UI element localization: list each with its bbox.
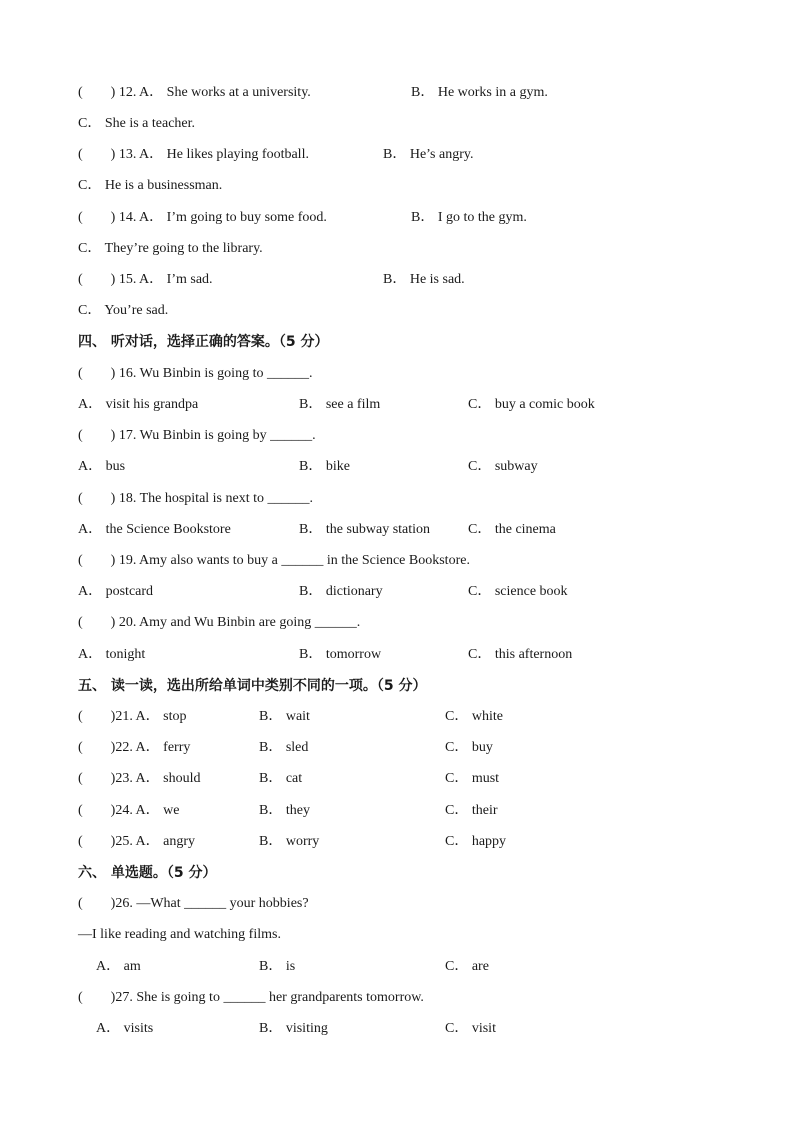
question-19-option-a: A． postcard xyxy=(78,584,154,599)
question-25-option-c: C． happy xyxy=(445,834,507,849)
question-27: ( )27. She is going to ______ her grandparents tomorrow. xyxy=(78,990,424,1005)
question-20: ( ) 20. Amy and Wu Binbin are going ______. xyxy=(78,615,361,630)
question-23-option-b: B． cat xyxy=(259,771,303,786)
question-22-option-a: ( )22. A． ferry xyxy=(78,740,191,755)
question-19-option-b: B． dictionary xyxy=(299,584,383,599)
section-5-heading: 五、 读一读，选出所给单词中类别不同的一项。（5 分） xyxy=(78,678,427,694)
question-16: ( ) 16. Wu Binbin is going to ______. xyxy=(78,366,313,381)
question-23-option-a: ( )23. A． should xyxy=(78,771,201,786)
question-21-option-a: ( )21. A． stop xyxy=(78,709,187,724)
question-20-option-c: C． this afternoon xyxy=(468,647,573,662)
question-26: ( )26. —What ______ your hobbies? xyxy=(78,896,309,911)
question-26-option-b: B． is xyxy=(259,959,296,974)
question-17-option-c: C． subway xyxy=(468,459,538,474)
question-16-option-b: B． see a film xyxy=(299,397,381,412)
question-17: ( ) 17. Wu Binbin is going by ______. xyxy=(78,428,316,443)
question-27-option-b: B． visiting xyxy=(259,1021,328,1036)
question-27-option-a: A． visits xyxy=(96,1021,154,1036)
question-14-line: ( ) 14. A． I’m going to buy some food. xyxy=(78,210,327,225)
question-12-option-b: B． He works in a gym. xyxy=(411,85,548,100)
question-21-option-c: C． white xyxy=(445,709,503,724)
question-20-option-b: B． tomorrow xyxy=(299,647,382,662)
question-25-option-a: ( )25. A． angry xyxy=(78,834,196,849)
question-23-option-c: C． must xyxy=(445,771,500,786)
question-13-option-c: C． He is a businessman. xyxy=(78,178,223,193)
question-19: ( ) 19. Amy also wants to buy a ______ in the Science Bookstore. xyxy=(78,553,470,568)
question-18-option-b: B． the subway station xyxy=(299,522,431,537)
question-22-option-c: C． buy xyxy=(445,740,493,755)
question-26-reply: —I like reading and watching films. xyxy=(78,927,281,942)
question-12-option-c: C． She is a teacher. xyxy=(78,116,196,131)
question-16-option-c: C． buy a comic book xyxy=(468,397,595,412)
question-19-option-c: C． science book xyxy=(468,584,568,599)
question-27-option-c: C． visit xyxy=(445,1021,496,1036)
question-14-option-b: B． I go to the gym. xyxy=(411,210,527,225)
question-24-option-a: ( )24. A． we xyxy=(78,803,180,818)
question-12-line: ( ) 12. A． She works at a university. xyxy=(78,85,311,100)
question-17-option-a: A． bus xyxy=(78,459,126,474)
question-15-option-b: B． He is sad. xyxy=(383,272,465,287)
question-20-option-a: A． tonight xyxy=(78,647,146,662)
question-13-option-b: B． He’s angry. xyxy=(383,147,474,162)
question-15-line: ( ) 15. A． I’m sad. xyxy=(78,272,213,287)
question-21-option-b: B． wait xyxy=(259,709,310,724)
section-6-heading: 六、 单选题。（5 分） xyxy=(78,865,217,881)
question-26-option-a: A． am xyxy=(96,959,141,974)
question-18-option-c: C． the cinema xyxy=(468,522,556,537)
question-14-option-c: C． They’re going to the library. xyxy=(78,241,263,256)
question-18: ( ) 18. The hospital is next to ______. xyxy=(78,491,313,506)
question-16-option-a: A． visit his grandpa xyxy=(78,397,199,412)
section-4-heading: 四、 听对话，选择正确的答案。（5 分） xyxy=(78,334,329,350)
question-24-option-c: C． their xyxy=(445,803,498,818)
question-13-line: ( ) 13. A． He likes playing football. xyxy=(78,147,309,162)
question-15-option-c: C． You’re sad. xyxy=(78,303,169,318)
question-22-option-b: B． sled xyxy=(259,740,309,755)
question-17-option-b: B． bike xyxy=(299,459,350,474)
question-25-option-b: B． worry xyxy=(259,834,320,849)
question-26-option-c: C． are xyxy=(445,959,489,974)
question-24-option-b: B． they xyxy=(259,803,310,818)
question-18-option-a: A． the Science Bookstore xyxy=(78,522,231,537)
